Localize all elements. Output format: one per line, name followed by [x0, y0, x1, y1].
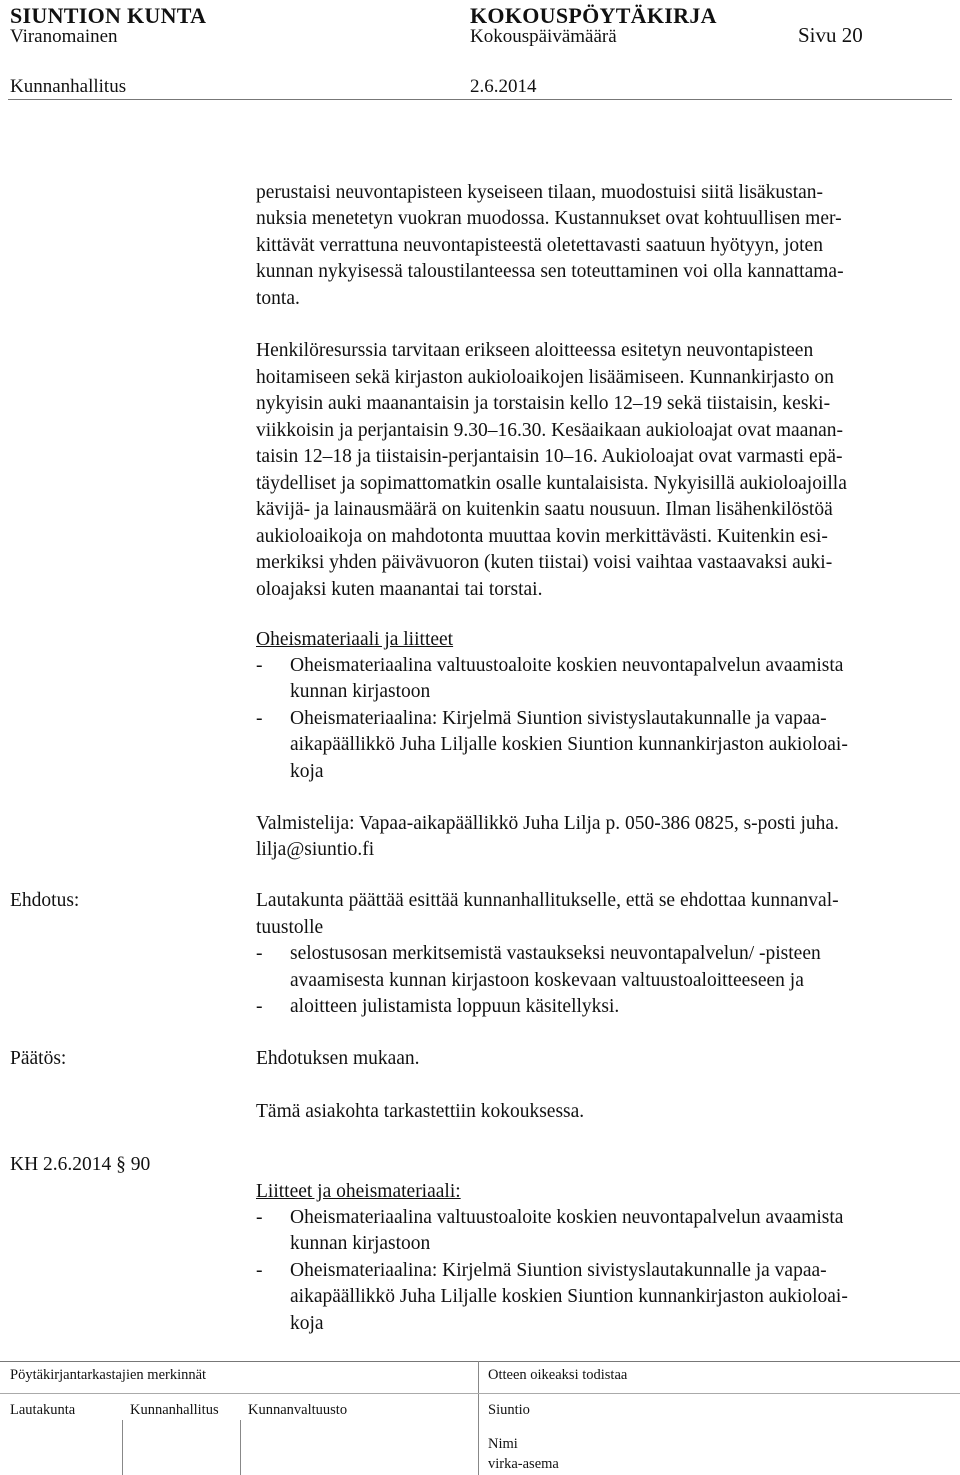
kh-reference: KH 2.6.2014 § 90	[10, 1154, 151, 1175]
attachment-item: Oheismateriaalina: Kirjelmä Siuntion sivistyslautakunnalle ja vapaa-	[290, 1260, 827, 1281]
resource-line: merkiksi yhden päivävuoron (kuten tiistai) voisi vaihtaa vastaavaksi auki-	[256, 552, 833, 573]
footer-place: Siuntio	[488, 1402, 530, 1418]
list-dash: -	[256, 1260, 263, 1281]
attachments-heading: Oheismateriaali ja liitteet	[256, 629, 454, 650]
checkers-label: Pöytäkirjantarkastajien merkinnät	[10, 1367, 207, 1383]
resource-line: kävijä- ja lainausmäärä on kuitenkin saatu nousuun. Ilman lisähenkilöstöä	[256, 499, 833, 520]
meeting-date-label: Kokouspäivämäärä	[470, 26, 617, 47]
resource-line: hoitamiseen sekä kirjaston aukioloaikojen lisäämiseen. Kunnankirjasto on	[256, 367, 834, 388]
intro-line: kittävät verrattuna neuvontapisteestä oletettavasti saatuun hyötyyn, joten	[256, 235, 823, 256]
decision-text: Ehdotuksen mukaan.	[256, 1048, 420, 1069]
footer-column-divider	[478, 1361, 479, 1475]
preparer-email: lilja@siuntio.fi	[256, 839, 375, 860]
resource-line: aukioloaikoja on mahdotonta muuttaa kovin merkittävästi. Kuitenkin esi-	[256, 526, 828, 547]
proposal-label: Ehdotus:	[10, 890, 80, 911]
attachment-item: koja	[290, 761, 324, 782]
footer-lautakunta: Lautakunta	[10, 1402, 76, 1418]
list-dash: -	[256, 655, 263, 676]
attachment-item: aikapäällikkö Juha Liljalle koskien Siuntion kunnankirjaston aukioloai-	[290, 1286, 848, 1307]
attachment-item: Oheismateriaalina valtuustoaloite koskien neuvontapalvelun avaamista	[290, 655, 844, 676]
resource-line: täydelliset ja sopimattomatkin osalle kuntalaisista. Nykyisillä aukioloajoilla	[256, 473, 847, 494]
decision-label: Päätös:	[10, 1048, 67, 1069]
proposal-text: tuustolle	[256, 917, 324, 938]
footer-sign-divider	[240, 1420, 241, 1475]
footer-mid-rule	[0, 1393, 960, 1394]
attachment-item: kunnan kirjastoon	[290, 1233, 431, 1254]
header-divider	[8, 99, 952, 100]
resource-line: oloajaksi kuten maanantai tai torstai.	[256, 579, 543, 600]
authority: Kunnanhallitus	[10, 76, 127, 97]
resource-line: Henkilöresurssia tarvitaan erikseen aloitteessa esitetyn neuvontapisteen	[256, 340, 814, 361]
attachment-item: kunnan kirjastoon	[290, 681, 431, 702]
list-dash: -	[256, 708, 263, 729]
proposal-item: selostusosan merkitsemistä vastaukseksi neuvontapalvelun/ -pisteen	[290, 943, 821, 964]
attachment-item: koja	[290, 1313, 324, 1334]
resource-line: nykyisin auki maanantaisin ja torstaisin kello 12–19 sekä tiistaisin, keski-	[256, 393, 831, 414]
intro-line: kunnan nykyisessä taloustilanteessa sen toteuttaminen voi olla kannattama-	[256, 261, 844, 282]
attachment-item: aikapäällikkö Juha Liljalle koskien Siuntion kunnankirjaston aukioloai-	[290, 734, 848, 755]
intro-line: nuksia menetetyn vuokran muodossa. Kustannukset ovat kohtuullisen mer-	[256, 208, 842, 229]
footer-sign-divider	[122, 1420, 123, 1475]
list-dash: -	[256, 1207, 263, 1228]
authority-label: Viranomainen	[10, 26, 118, 47]
proposal-item: avaamisesta kunnan kirjastoon koskevaan valtuustoaloitteeseen ja	[290, 970, 804, 991]
checked-note: Tämä asiakohta tarkastettiin kokouksessa.	[256, 1101, 585, 1122]
page-number: Sivu 20	[798, 23, 863, 47]
proposal-text: Lautakunta päättää esittää kunnanhallitukselle, että se ehdottaa kunnanval-	[256, 890, 839, 911]
footer-top-rule	[0, 1361, 960, 1362]
proposal-item: aloitteen julistamista loppuun käsitellyksi.	[290, 996, 620, 1017]
meeting-date: 2.6.2014	[470, 76, 537, 97]
attachment-item: Oheismateriaalina: Kirjelmä Siuntion sivistyslautakunnalle ja vapaa-	[290, 708, 827, 729]
list-dash: -	[256, 996, 263, 1017]
resource-line: viikkoisin ja perjantaisin 9.30–16.30. Kesäaikaan aukioloajat ovat maanan-	[256, 420, 843, 441]
footer-name-label: Nimi	[488, 1436, 518, 1452]
attachments-heading-2: Liitteet ja oheismateriaali:	[256, 1181, 461, 1202]
document-type: KOKOUSPÖYTÄKIRJA	[470, 3, 717, 28]
intro-line: perustaisi neuvontapisteen kyseiseen tilaan, muodostuisi siitä lisäkustan-	[256, 182, 824, 203]
preparer-line: Valmistelija: Vapaa-aikapäällikkö Juha Lilja p. 050-386 0825, s-posti juha.	[256, 813, 839, 834]
list-dash: -	[256, 943, 263, 964]
footer-kunnanvaltuusto: Kunnanvaltuusto	[248, 1402, 348, 1418]
attachment-item: Oheismateriaalina valtuustoaloite koskien neuvontapalvelun avaamista	[290, 1207, 844, 1228]
intro-line: tonta.	[256, 288, 300, 309]
municipality-name: SIUNTION KUNTA	[10, 3, 207, 28]
certified-label: Otteen oikeaksi todistaa	[488, 1367, 628, 1383]
footer-title-label: virka-asema	[488, 1456, 559, 1472]
footer-kunnanhallitus: Kunnanhallitus	[130, 1402, 219, 1418]
resource-line: taisin 12–18 ja tiistaisin-perjantaisin 10–16. Aukioloajat ovat varmasti epä-	[256, 446, 843, 467]
